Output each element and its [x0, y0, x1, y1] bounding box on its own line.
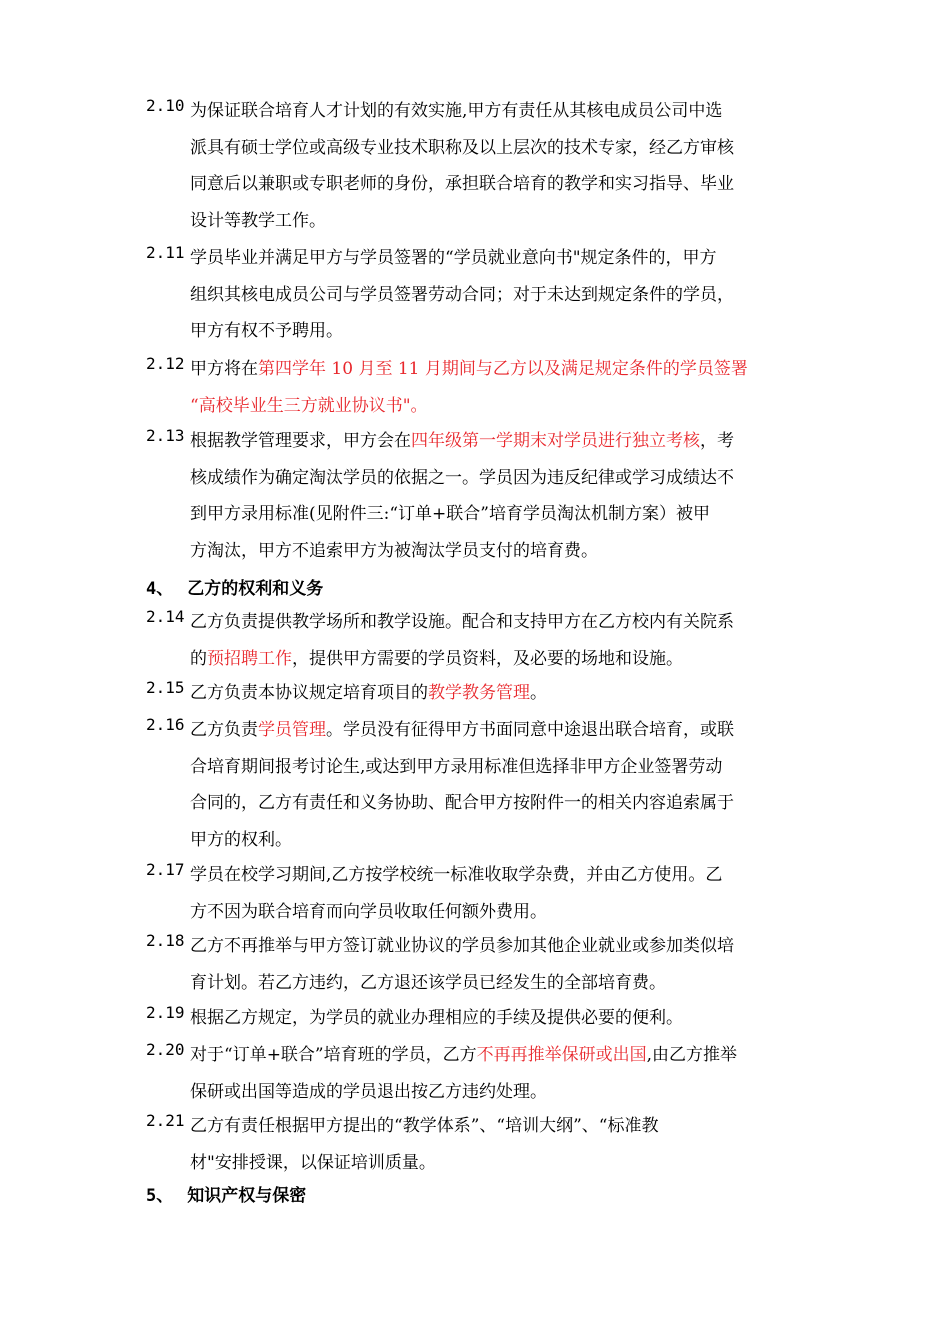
- clause-text: 组织其核电成员公司与学员签署劳动合同；对于未达到规定条件的学员，: [190, 284, 734, 305]
- clause-line: [190, 96, 722, 121]
- clause-line: [190, 607, 734, 632]
- clause-line: [190, 752, 722, 777]
- clause-text: 派具有硕士学位或高级专业技术职称及以上层次的技术专家，经乙方审核: [190, 137, 734, 158]
- clause-line: [190, 968, 666, 993]
- clause-text: 学员在校学习期间,乙方按学校统一标准收取学杂费，并由乙方使用。乙: [190, 865, 723, 885]
- clause-line: [190, 1003, 683, 1028]
- clause-text: 材"安排授课，以保证培训质量。: [190, 1152, 436, 1173]
- clause-text: 。: [530, 683, 547, 703]
- clause-text: 甲方将在: [190, 359, 258, 379]
- clause-text: 育计划。若乙方违约，乙方退还该学员已经发生的全部培育费。: [190, 972, 666, 993]
- clause-line: [190, 1040, 737, 1065]
- clause-line: [190, 715, 734, 740]
- clause-text: 合同的，乙方有责任和义务协助、配合甲方按附件一的相关内容追索属于: [190, 793, 734, 813]
- highlighted-text: 预招聘工作: [207, 648, 292, 669]
- clause-line: [190, 354, 748, 379]
- clause-line: [190, 644, 683, 669]
- clause-line: [190, 678, 547, 703]
- highlighted-text: “高校毕业生三方就业协议书"。: [190, 395, 428, 416]
- clause-text: 为保证联合培育人才计划的有效实施,甲方有责任从其核电成员公司中选: [190, 101, 723, 121]
- clause-text: 保研或出国等造成的学员退出按乙方违约处理。: [190, 1081, 547, 1102]
- clause-line: [190, 280, 734, 305]
- clause-line: [190, 206, 326, 231]
- section-heading-number: 5、: [146, 1186, 174, 1206]
- section-heading-number: 4、: [146, 579, 174, 599]
- clause-text: 到甲方录用标准(见附件三:“订单+联合”培育学员淘汰机制方案）被甲: [190, 504, 710, 524]
- clause-line: [190, 133, 734, 158]
- clause-line: [190, 536, 598, 561]
- clause-number: 2.18: [146, 931, 185, 950]
- clause-text: 乙方负责本协议规定培育项目的: [190, 683, 428, 703]
- clause-text: 方不因为联合培育而向学员收取任何额外费用。: [190, 901, 547, 922]
- clause-line: [190, 243, 717, 268]
- clause-text: ，提供甲方需要的学员资料，及必要的场地和设施。: [292, 648, 683, 669]
- clause-line: [190, 426, 734, 451]
- clause-line: [190, 825, 292, 850]
- clause-text: 同意后以兼职或专职老师的身份，承担联合培育的教学和实习指导、毕业: [190, 174, 734, 194]
- clause-text: 学员毕业并满足甲方与学员签署的“学员就业意向书"规定条件的，甲方: [190, 248, 717, 268]
- clause-number: 2.15: [146, 678, 185, 697]
- section-heading-title: 知识产权与保密: [187, 1186, 307, 1206]
- clause-text: 根据教学管理要求，甲方会在: [190, 431, 411, 451]
- clause-text: 核成绩作为确定淘汰学员的依据之一。学员因为违反纪律或学习成绩达不: [190, 467, 734, 488]
- highlighted-text: 四年级第一学期末对学员进行独立考核: [411, 431, 700, 451]
- clause-line: [190, 1111, 658, 1136]
- clause-text: ，考: [700, 431, 734, 451]
- clause-number: 2.14: [146, 607, 185, 626]
- clause-line: [190, 1148, 436, 1173]
- clause-line: [190, 391, 428, 416]
- clause-text: ,由乙方推举: [646, 1045, 738, 1065]
- highlighted-text: 第四学年 10 月至 11 月期间与乙方以及满足规定条件的学员签署: [258, 359, 748, 379]
- clause-number: 2.10: [146, 96, 185, 115]
- clause-text: 乙方有责任根据甲方提出的“教学体系”、“培训大纲”、“标准教: [190, 1116, 659, 1136]
- clause-line: [190, 316, 343, 341]
- section-heading: [146, 574, 323, 599]
- clause-line: [190, 499, 710, 524]
- clause-text: 乙方负责: [190, 720, 258, 740]
- clause-text: 根据乙方规定，为学员的就业办理相应的手续及提供必要的便利。: [190, 1008, 683, 1028]
- clause-number: 2.20: [146, 1040, 185, 1059]
- clause-number: 2.13: [146, 426, 185, 445]
- highlighted-text: 学员管理: [258, 720, 326, 740]
- clause-text: 合培育期间报考讨论生,或达到甲方录用标准但选择非甲方企业签署劳动: [190, 756, 723, 777]
- clause-number: 2.19: [146, 1003, 185, 1022]
- clause-number: 2.11: [146, 243, 185, 262]
- clause-line: [190, 1077, 547, 1102]
- clause-text: 甲方有权不予聘用。: [190, 321, 343, 341]
- section-heading: [146, 1181, 306, 1206]
- clause-line: [190, 931, 734, 956]
- clause-text: 的: [190, 648, 207, 669]
- section-heading-title: 乙方的权利和义务: [187, 579, 324, 599]
- clause-text: 甲方的权利。: [190, 829, 292, 850]
- clause-number: 2.21: [146, 1111, 185, 1130]
- clause-text: 方淘汰，甲方不追索甲方为被淘汰学员支付的培育费。: [190, 540, 598, 561]
- clause-number: 2.17: [146, 860, 185, 879]
- clause-text: 设计等教学工作。: [190, 210, 326, 231]
- clause-line: [190, 897, 547, 922]
- clause-line: [190, 788, 734, 813]
- clause-text: 对于“订单+联合”培育班的学员，乙方: [190, 1045, 477, 1065]
- highlighted-text: 不再再推举保研或出国: [476, 1045, 647, 1065]
- clause-number: 2.12: [146, 354, 185, 373]
- clause-text: 乙方不再推举与甲方签订就业协议的学员参加其他企业就业或参加类似培: [190, 936, 734, 956]
- clause-number: 2.16: [146, 715, 185, 734]
- clause-line: [190, 463, 734, 488]
- clause-line: [190, 169, 734, 194]
- clause-text: 。学员没有征得甲方书面同意中途退出联合培育，或联: [326, 720, 734, 740]
- clause-text: 乙方负责提供教学场所和教学设施。配合和支持甲方在乙方校内有关院系: [190, 612, 734, 632]
- highlighted-text: 教学教务管理: [428, 683, 530, 703]
- clause-line: [190, 860, 722, 885]
